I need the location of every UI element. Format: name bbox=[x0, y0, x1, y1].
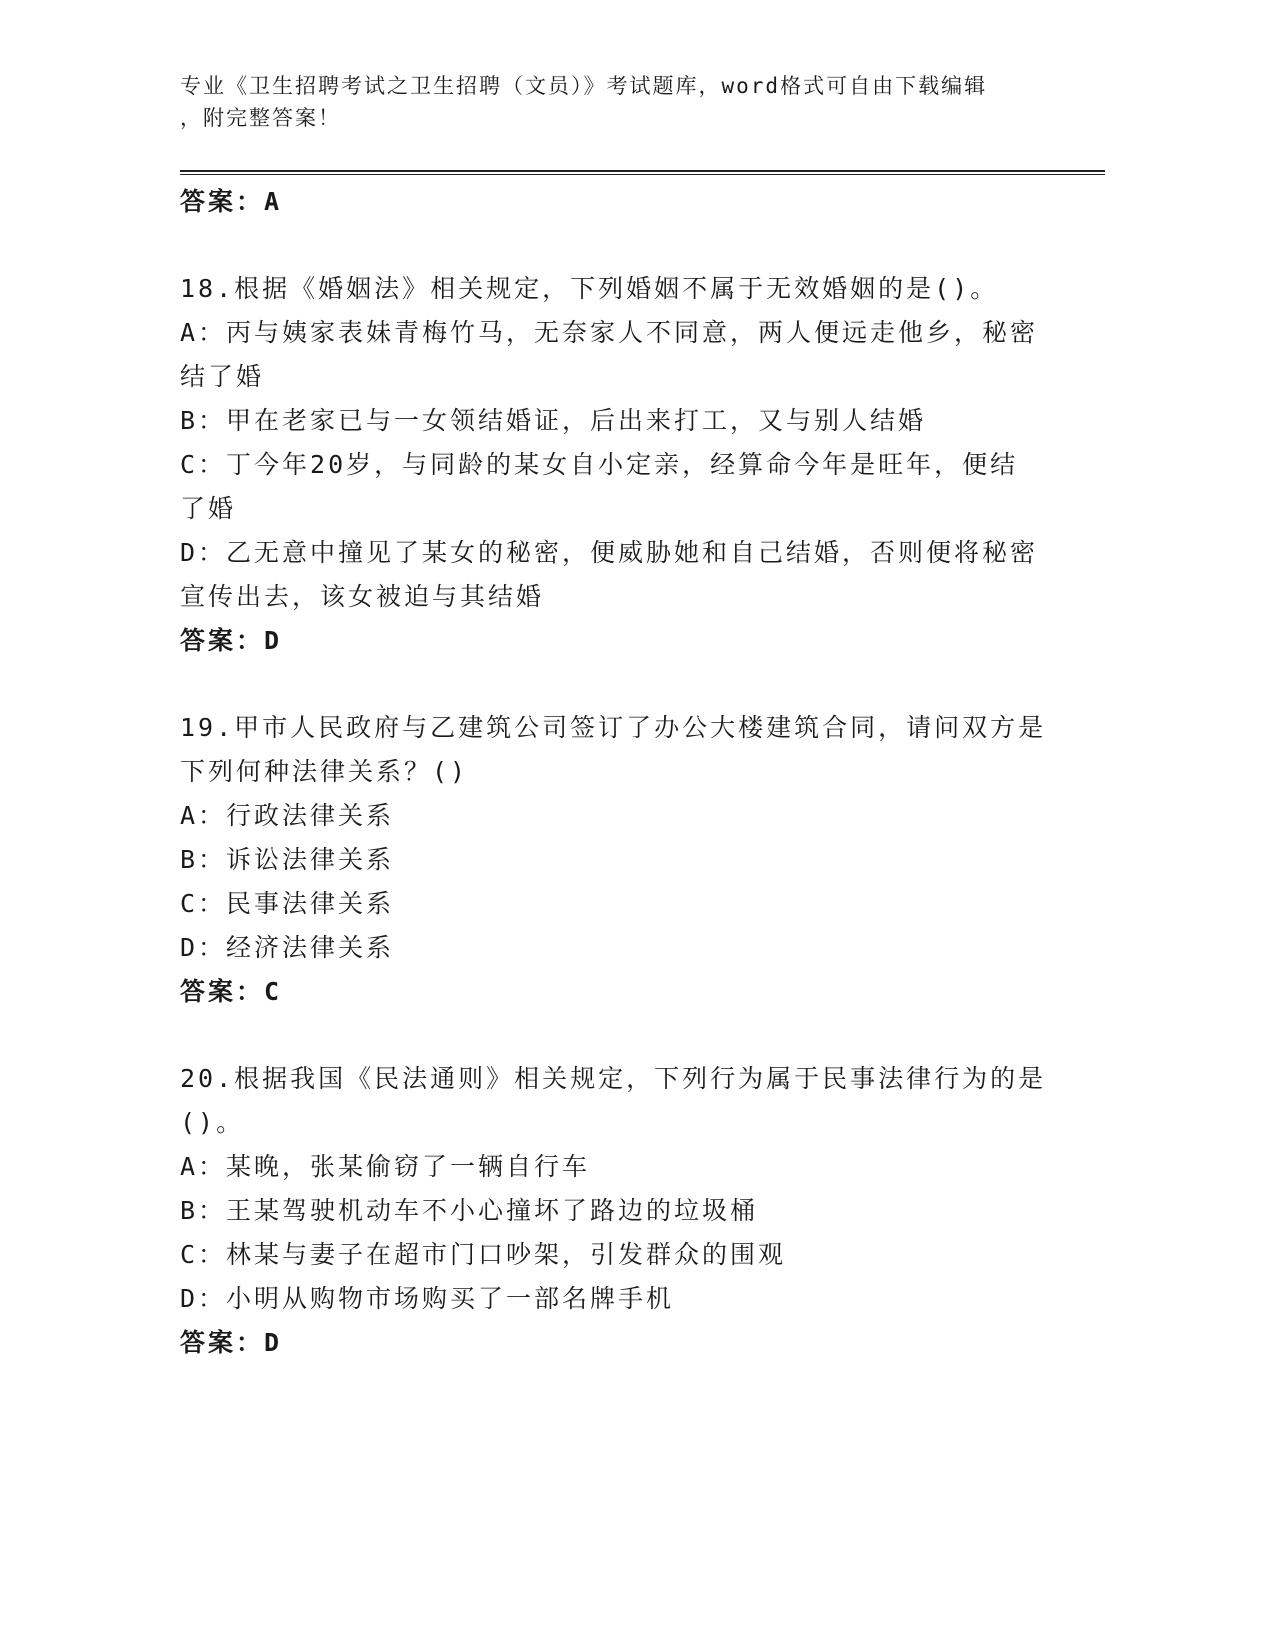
header-line-1: 专业《卫生招聘考试之卫生招聘（文员）》考试题库，word格式可自由下载编辑 bbox=[180, 74, 988, 98]
question-19-option-b: B：诉讼法律关系 bbox=[180, 845, 395, 874]
question-18-option-b: B：甲在老家已与一女领结婚证，后出来打工，又与别人结婚 bbox=[180, 406, 927, 435]
answer-17: 答案：A bbox=[180, 187, 283, 216]
question-18-option-d-cont: 宣传出去，该女被迫与其结婚 bbox=[180, 582, 545, 611]
header-divider bbox=[180, 170, 1105, 175]
spacer bbox=[180, 663, 1105, 706]
question-content bbox=[180, 180, 1105, 1365]
document-header bbox=[180, 70, 1040, 134]
question-20-option-c: C：林某与妻子在超市门口吵架，引发群众的围观 bbox=[180, 1240, 787, 1269]
header-line-2: ，附完整答案！ bbox=[180, 106, 341, 130]
spacer bbox=[180, 1014, 1105, 1057]
question-19-answer: 答案：C bbox=[180, 977, 283, 1006]
question-18-option-c-cont: 了婚 bbox=[180, 494, 237, 523]
question-20-stem: 20.根据我国《民法通则》相关规定，下列行为属于民事法律行为的是 bbox=[180, 1064, 1047, 1093]
question-18-option-a: A：丙与姨家表妹青梅竹马，无奈家人不同意，两人便远走他乡，秘密 bbox=[180, 318, 1039, 347]
question-20-option-b: B：王某驾驶机动车不小心撞坏了路边的垃圾桶 bbox=[180, 1196, 759, 1225]
question-19-stem: 19.甲市人民政府与乙建筑公司签订了办公大楼建筑合同，请问双方是 bbox=[180, 713, 1047, 742]
question-19-stem-cont: 下列何种法律关系？() bbox=[180, 757, 469, 786]
question-18 bbox=[180, 267, 1105, 663]
question-20-option-a: A：某晚，张某偷窃了一辆自行车 bbox=[180, 1152, 591, 1181]
spacer bbox=[180, 224, 1105, 267]
question-20 bbox=[180, 1057, 1105, 1365]
question-20-option-d: D：小明从购物市场购买了一部名牌手机 bbox=[180, 1284, 675, 1313]
question-19-option-a: A：行政法律关系 bbox=[180, 801, 395, 830]
question-20-answer: 答案：D bbox=[180, 1328, 283, 1357]
question-18-option-d: D：乙无意中撞见了某女的秘密，便威胁她和自己结婚，否则便将秘密 bbox=[180, 538, 1039, 567]
question-19-option-d: D：经济法律关系 bbox=[180, 933, 395, 962]
question-18-option-c: C：丁今年20岁，与同龄的某女自小定亲，经算命今年是旺年，便结 bbox=[180, 450, 1019, 479]
question-19 bbox=[180, 706, 1105, 1014]
question-18-answer: 答案：D bbox=[180, 626, 283, 655]
question-18-option-a-cont: 结了婚 bbox=[180, 362, 265, 391]
question-19-option-c: C：民事法律关系 bbox=[180, 889, 395, 918]
question-18-stem: 18.根据《婚姻法》相关规定，下列婚姻不属于无效婚姻的是()。 bbox=[180, 274, 999, 303]
question-20-stem-cont: ()。 bbox=[180, 1108, 245, 1137]
